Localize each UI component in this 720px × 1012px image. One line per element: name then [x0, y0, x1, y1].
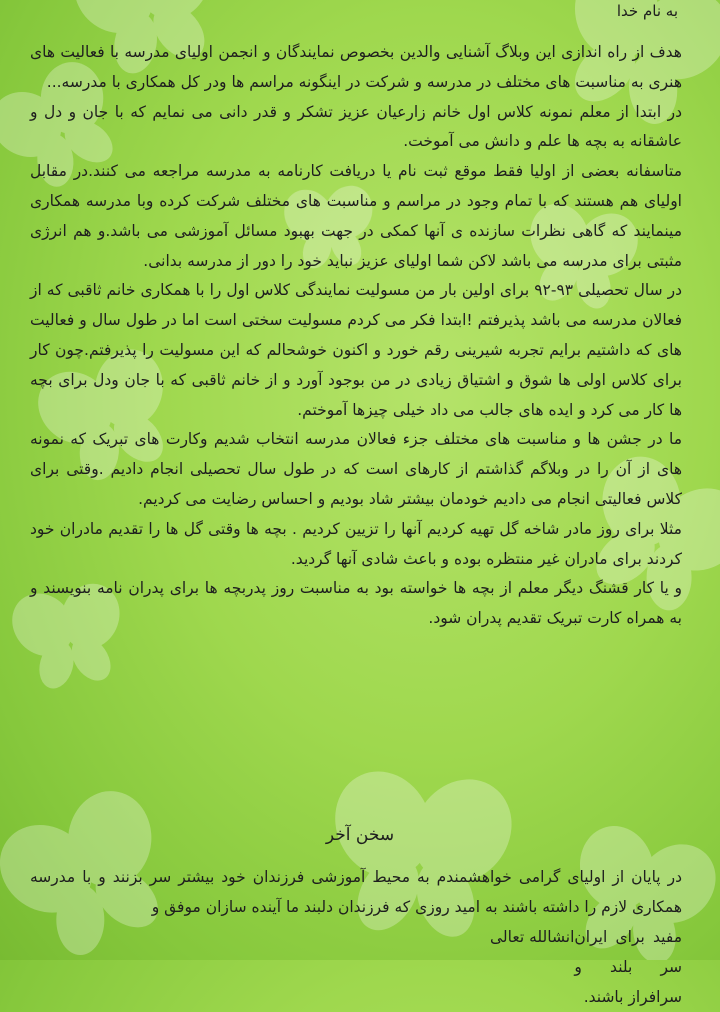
- paragraph-teacher-thanks: در ابتدا از معلم نمونه کلاس اول خانم زارعیان عزیز تشکر و قدر دانی می نمایم که با جان و دل و عاشقانه به بچه ها علم و دانش می آموخت.: [30, 102, 682, 151]
- closing-text-end: مفید برای ایران سر بلند و سرافراز باشند.: [574, 928, 682, 1006]
- paragraph-mothers-day: مثلا برای روز مادر شاخه گل تهیه کردیم آنها را تزیین کردیم . بچه ها وقتی گل ها را تقدیم مادران خود کردند برای مادران غیر منتظره بوده و باعث شادی آنها گردید.: [30, 519, 682, 568]
- closing-last-line: [30, 922, 682, 1012]
- paragraph-intro: هدف از راه اندازی این وبلاگ آشنایی والدین بخصوص نمایندگان و انجمن اولیای مدرسه با فعالیت های هنری به مناسبت های مختلف در مدرسه و شرکت در اینگونه مراسم ها ودر کل همکاری با مدرسه...: [30, 43, 682, 91]
- closing-section: [30, 862, 682, 1012]
- paragraph-celebrations: ما در جشن ها و مناسبت های مختلف جزء فعالان مدرسه انتخاب شدیم وکارت های تبریک که نمونه های از آن را در وبلاگم گذاشتم از کارهای است که در طول سال تحصیلی انجام دادیم .وقتی برای کلاس فعالیتی انجام می دادیم خودمان بیشتر شاد بودیم و احساس رضایت می کردیم.: [30, 430, 682, 508]
- paragraph-fathers-day: و یا کار قشنگ دیگر معلم از بچه ها خواسته بود به مناسبت روز پدربچه ها برای پدران نامه بنویسند و به همراه کارت تبریک تقدیم پدران شود.: [30, 579, 682, 628]
- basmala-heading: به نام خدا: [616, 2, 678, 20]
- section-heading-final-word: سخن آخر: [325, 825, 395, 845]
- paragraph-parents: متاسفانه بعضی از اولیا فقط موقع ثبت نام یا دریافت کارنامه به مدرسه مراجعه می کنند.در مقابل اولیای هم هستند که با تمام وجود در مراسم و مناسبت های مختلف شرکت کرده وبا مدرسه همکاری مینمایند که گاهی نظرات سازنده ی آنها کمکی در جهت بهبود مسائل آموزشی می باشد.و هم انرژی مثبتی برای مدرسه می باشد لاکن شما اولیای عزیز نباید خود را دور از مدرسه بدانی.: [30, 162, 682, 270]
- closing-text: در پایان از اولیای گرامی خواهشمندم به محیط آموزشی فرزندان خود بیشتر سر بزنند و با مدرسه همکاری لازم را داشته باشند به امید روزی که فرزندان دلبند ما آینده سازان موفق و: [30, 868, 682, 916]
- closing-signoff: انشالله تعالی: [490, 928, 575, 946]
- article-body: [30, 38, 682, 634]
- paragraph-representative: در سال تحصیلی ۹۳-۹۲ برای اولین بار من مسولیت نمایندگی کلاس اول را با همکاری خانم ثاقبی که از فعالان مدرسه می باشد پذیرفتم !ابتدا فکر می کردم مسولیت سختی است اما در طول سال و فعالیت های که داشتیم برایم تجربه شیرینی رقم خورد و اکنون خوشحالم که این مسولیت را پذیرفتم.چون کار برای کلاس اولی ها شوق و اشتیاق زیادی در من بوجود آورد و از خانم ثاقبی که با جان ودل برای بچه ها کار می کرد و ایده های جالب می داد خیلی چیزها آموختم.: [30, 281, 682, 419]
